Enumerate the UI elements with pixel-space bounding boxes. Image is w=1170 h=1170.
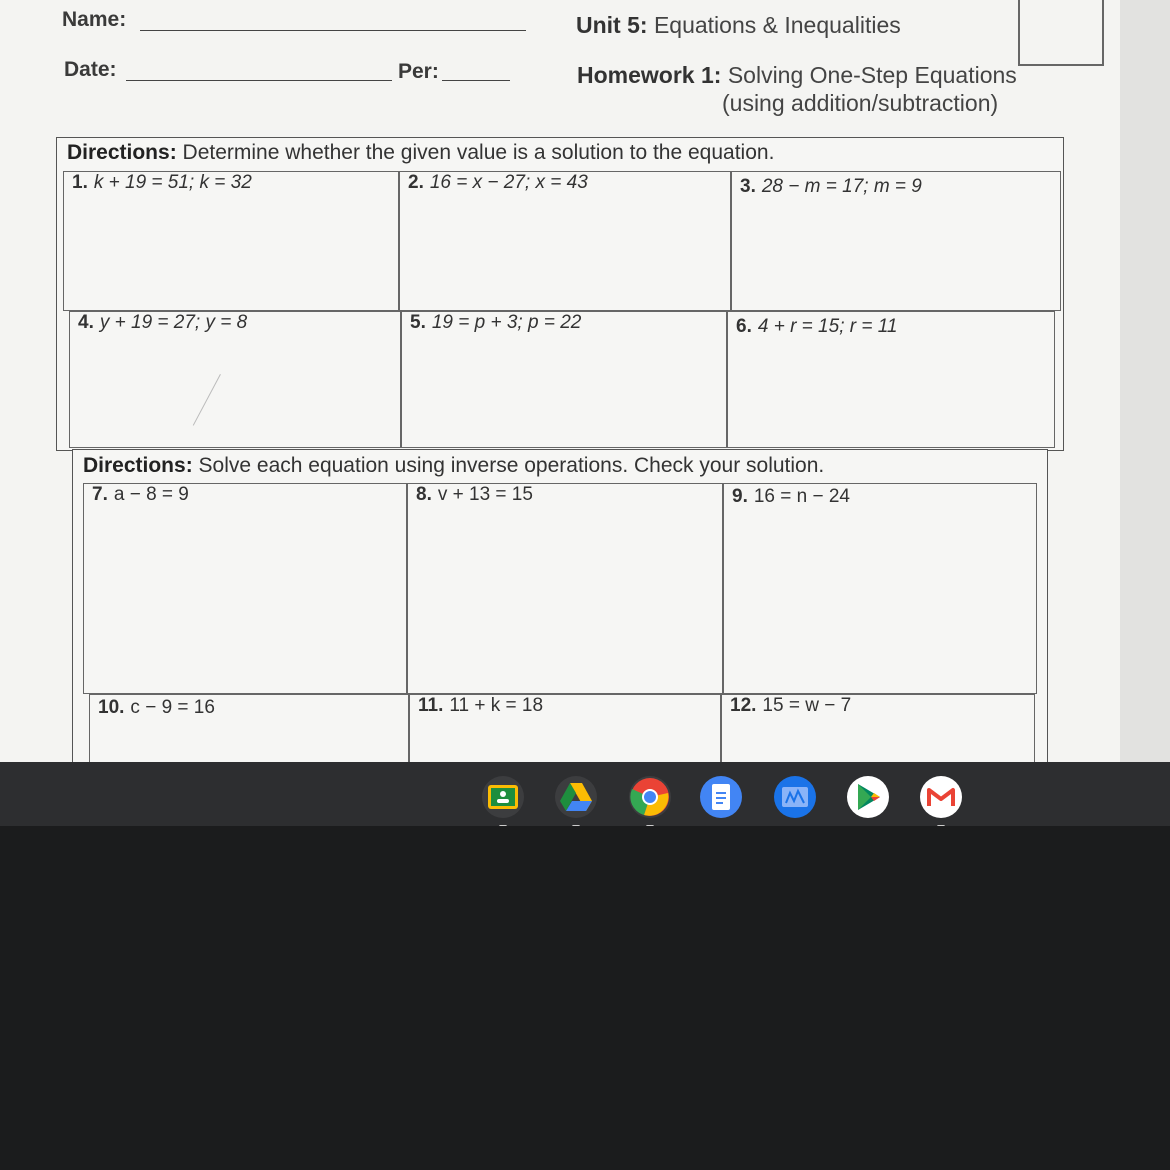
google-classroom-icon[interactable] [482, 776, 524, 818]
directions-text: Determine whether the given value is a solution to the equation. [182, 141, 775, 164]
problem-12 [730, 695, 851, 717]
score-box [1018, 0, 1104, 66]
unit-number: Unit 5: [576, 12, 648, 38]
problem-number: 7. [92, 484, 108, 505]
directions-text: Solve each equation using inverse operations. Check your solution. [198, 454, 825, 477]
problem-cell[interactable] [727, 311, 1055, 448]
problem-cell[interactable] [69, 311, 401, 448]
unit-name: Equations & Inequalities [653, 12, 901, 38]
problem-cell[interactable] [409, 694, 721, 762]
problem-5 [410, 312, 581, 334]
directions-label: Directions: [83, 454, 193, 477]
equation: 11 + k = 18 [449, 695, 544, 716]
problem-number: 3. [740, 176, 756, 197]
problem-9 [732, 486, 850, 508]
google-docs-icon[interactable] [700, 776, 742, 818]
homework-number: Homework 1: [577, 62, 722, 88]
problem-cell[interactable] [89, 694, 409, 762]
equation: k + 19 = 51; k = 32 [93, 172, 252, 193]
homework-subtitle: (using addition/subtraction) [722, 90, 999, 116]
homework-title [577, 62, 1017, 89]
pencil-mark [193, 374, 221, 426]
equation: 28 − m = 17; m = 9 [761, 176, 922, 197]
problem-number: 4. [78, 312, 94, 333]
per-label: Per: [398, 60, 439, 83]
problem-number: 6. [736, 316, 752, 337]
problem-cell[interactable] [731, 171, 1061, 311]
equation: 4 + r = 15; r = 11 [757, 316, 898, 337]
section1-directions [67, 141, 774, 165]
problem-number: 10. [98, 697, 125, 718]
problem-3 [740, 176, 922, 198]
equation: y + 19 = 27; y = 8 [99, 312, 248, 333]
problem-cell[interactable] [401, 311, 727, 448]
problem-10 [98, 697, 215, 719]
problem-cell[interactable] [407, 483, 723, 694]
equation: 15 = w − 7 [762, 695, 852, 716]
problem-4 [78, 312, 247, 334]
section2-directions [83, 454, 824, 478]
name-blank [140, 30, 526, 31]
equation: 19 = p + 3; p = 22 [431, 312, 582, 333]
period-blank [442, 80, 510, 81]
directions-label: Directions: [67, 141, 177, 164]
laptop-bezel [0, 826, 1170, 1170]
section2-table [72, 449, 1048, 762]
section1-table [56, 137, 1064, 451]
problem-6 [736, 316, 897, 338]
problem-8 [416, 484, 533, 506]
problem-number: 9. [732, 486, 748, 507]
problem-cell[interactable] [63, 171, 399, 311]
problem-7 [92, 484, 189, 506]
problem-2 [408, 172, 588, 194]
equation: v + 13 = 15 [437, 484, 533, 505]
google-drive-icon[interactable] [555, 776, 597, 818]
problem-number: 11. [418, 695, 444, 716]
problem-11 [418, 695, 543, 717]
name-label: Name: [62, 8, 127, 31]
problem-cell[interactable] [723, 483, 1037, 694]
shelf [0, 762, 1170, 826]
equation: c − 9 = 16 [130, 697, 215, 718]
problem-number: 5. [410, 312, 426, 333]
files-icon[interactable] [774, 776, 816, 818]
date-label: Date: [64, 58, 117, 81]
gmail-icon[interactable] [920, 776, 962, 818]
unit-title [576, 12, 901, 39]
problem-number: 2. [408, 172, 424, 193]
problem-number: 1. [72, 172, 88, 193]
homework-name: Solving One-Step Equations [727, 62, 1017, 88]
chrome-icon[interactable] [629, 776, 671, 818]
problem-cell[interactable] [399, 171, 731, 311]
problem-cell[interactable] [83, 483, 407, 694]
window-edge [1120, 0, 1170, 762]
equation: 16 = n − 24 [753, 486, 851, 507]
problem-1 [72, 172, 252, 194]
problem-cell[interactable] [721, 694, 1035, 762]
equation: 16 = x − 27; x = 43 [429, 172, 588, 193]
problem-number: 12. [730, 695, 757, 716]
problem-number: 8. [416, 484, 432, 505]
date-blank [126, 80, 392, 81]
play-store-icon[interactable] [847, 776, 889, 818]
equation: a − 8 = 9 [113, 484, 189, 505]
